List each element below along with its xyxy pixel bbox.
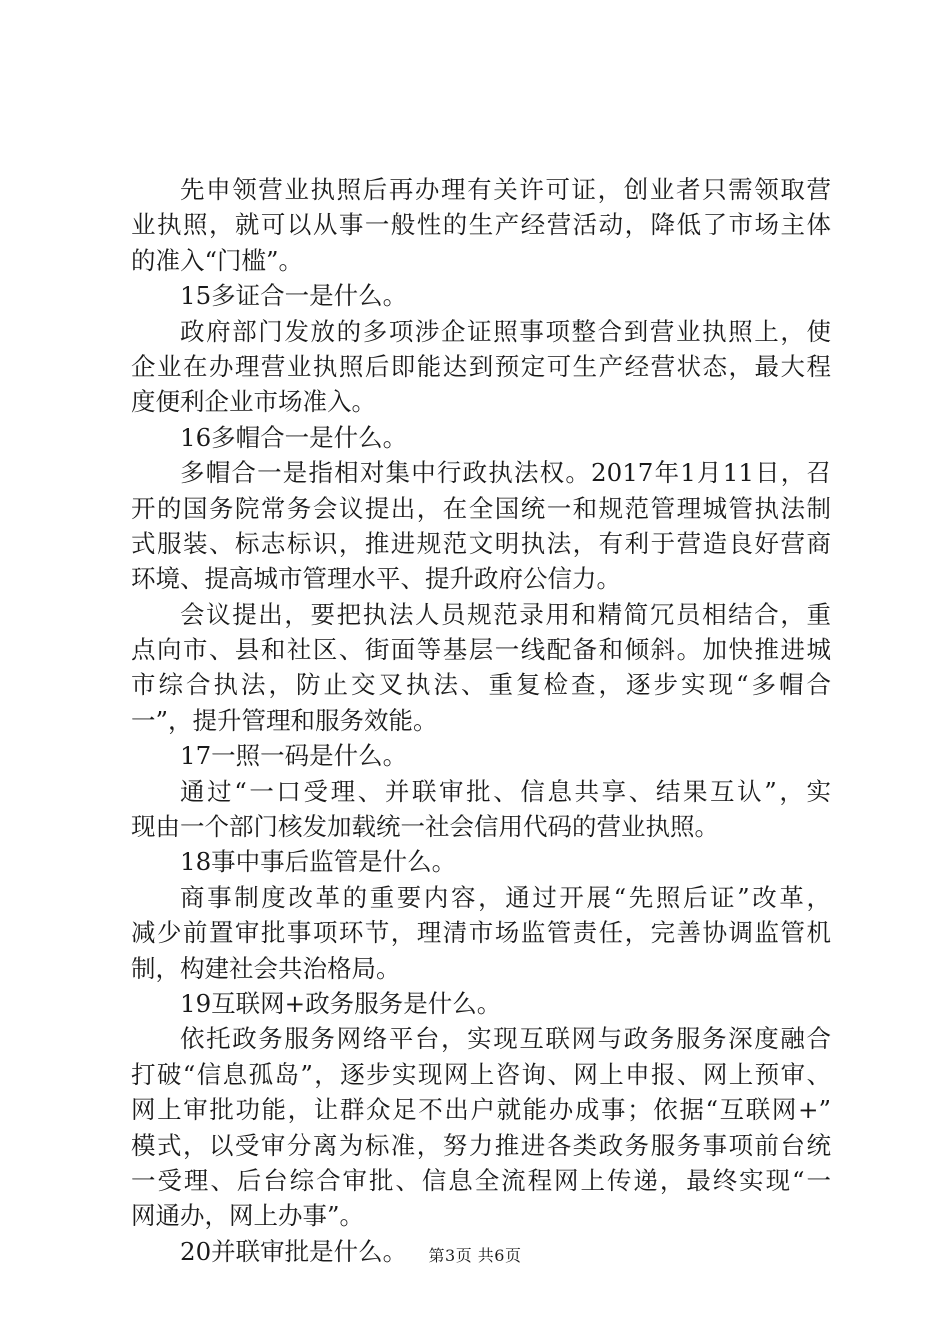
text-line: 网上审批功能，让群众足不出户就能办成事；依据“互联网+”	[131, 1095, 831, 1125]
page-footer: 第3页 共6页	[428, 1246, 522, 1265]
text-line: 一受理、后台综合审批、信息全流程网上传递，最终实现“一	[131, 1165, 831, 1195]
text-line: 制，构建社会共治格局。	[131, 953, 401, 983]
text-line: 15多证合一是什么。	[180, 281, 408, 311]
text-line: 先申领营业执照后再办理有关许可证，创业者只需领取营	[180, 175, 831, 204]
text-line: 市综合执法，防止交叉执法、重复检查，逐步实现“多帽合	[131, 670, 831, 700]
text-line: 模式，以受审分离为标准，努力推进各类政务服务事项前台统	[131, 1130, 831, 1160]
text-line: 多帽合一是指相对集中行政执法权。2017年1月11日，召	[180, 458, 831, 488]
text-line: 打破“信息孤岛”，逐步实现网上咨询、网上申报、网上预审、	[131, 1059, 831, 1089]
text-line: 业执照，就可以从事一般性的生产经营活动，降低了市场主体	[131, 210, 831, 240]
text-line: 度便利企业市场准入。	[131, 387, 376, 417]
text-line: 19互联网+政务服务是什么。	[180, 988, 502, 1018]
text-line: 开的国务院常务会议提出，在全国统一和规范管理城管执法制	[131, 493, 831, 523]
text-line: 企业在办理营业执照后即能达到预定可生产经营状态，最大程	[131, 351, 831, 381]
text-line: 网通办，网上办事”。	[131, 1201, 365, 1231]
text-line: 的准入“门槛”。	[131, 245, 304, 275]
document-body	[131, 172, 831, 1269]
text-line: 政府部门发放的多项涉企证照事项整合到营业执照上，使	[180, 316, 831, 346]
text-line: 依托政务服务网络平台，实现互联网与政务服务深度融合	[180, 1024, 831, 1054]
text-line: 17一照一码是什么。	[180, 741, 408, 771]
text-line: 一”，提升管理和服务效能。	[131, 705, 438, 735]
text-line: 现由一个部门核发加载统一社会信用代码的营业执照。	[131, 812, 719, 842]
text-line: 20并联审批是什么。	[180, 1236, 408, 1266]
text-line: 16多帽合一是什么。	[180, 422, 408, 452]
text-line: 点向市、县和社区、街面等基层一线配备和倾斜。加快推进城	[131, 635, 831, 665]
text-line: 商事制度改革的重要内容，通过开展“先照后证”改革，	[180, 882, 831, 912]
text-line: 环境、提高城市管理水平、提升政府公信力。	[131, 564, 621, 594]
text-line: 减少前置审批事项环节，理清市场监管责任，完善协调监管机	[131, 918, 831, 948]
text-line: 18事中事后监管是什么。	[180, 847, 457, 877]
text-line: 会议提出，要把执法人员规范录用和精简冗员相结合，重	[180, 599, 831, 629]
text-line: 式服装、标志标识，推进规范文明执法，有利于营造良好营商	[131, 528, 831, 558]
text-line: 通过“一口受理、并联审批、信息共享、结果互认”，实	[180, 776, 831, 806]
